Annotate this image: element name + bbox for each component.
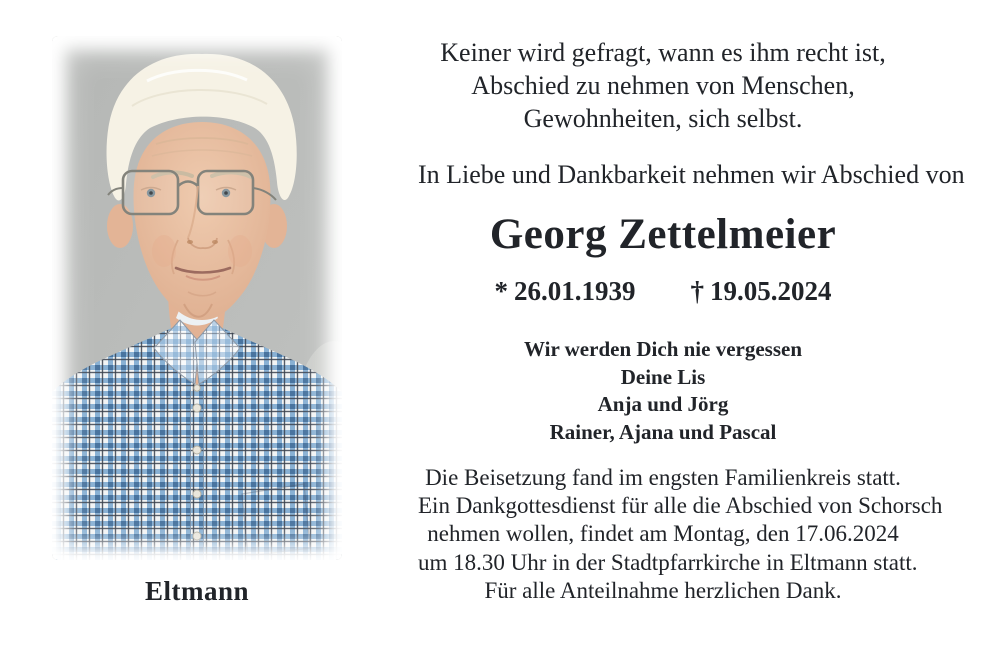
- family-line-2: Deine Lis: [620, 364, 706, 389]
- family-line-3: Anja und Jörg: [597, 392, 729, 416]
- quote-line-1: Keiner wird gefragt, wann es ihm recht ist,: [440, 38, 886, 67]
- funeral-line-3: nehmen wollen, findet am Montag, den 17.06.2024: [427, 521, 899, 547]
- portrait-illustration: [52, 36, 342, 560]
- funeral-info-block: [418, 464, 943, 605]
- quote-line-3: Gewohnheiten, sich selbst.: [523, 104, 803, 133]
- death-date: 19.05.2024: [710, 276, 832, 306]
- death-cross-icon: †: [690, 276, 704, 306]
- birth-date-group: [495, 274, 636, 308]
- portrait-photo: [52, 36, 342, 560]
- intro-line: In Liebe und Dankbarkeit nehmen wir Abschied von: [418, 160, 965, 189]
- funeral-line-5: Für alle Anteilnahme herzlichen Dank.: [484, 577, 842, 603]
- life-dates: [418, 274, 908, 308]
- city-label: Eltmann: [144, 576, 250, 606]
- family-line-4: Rainer, Ajana und Pascal: [549, 419, 777, 444]
- opening-quote: [418, 36, 908, 135]
- quote-line-2: Abschied zu nehmen von Menschen,: [471, 71, 855, 100]
- funeral-line-2: Ein Dankgottesdienst für alle die Abschied von Schorsch: [418, 493, 943, 519]
- family-line-1: Wir werden Dich nie vergessen: [523, 337, 803, 361]
- birth-date: 26.01.1939: [514, 276, 636, 306]
- family-block: [418, 336, 908, 446]
- obituary-text-column: [418, 0, 965, 645]
- funeral-line-1: Die Beisetzung fand im engsten Familienkreis statt.: [425, 465, 901, 490]
- birth-star-icon: *: [494, 276, 508, 306]
- death-date-group: [691, 274, 832, 308]
- deceased-name: Georg Zettelmeier: [489, 211, 837, 258]
- funeral-line-4: um 18.30 Uhr in der Stadtpfarrkirche in Eltmann statt.: [418, 549, 918, 575]
